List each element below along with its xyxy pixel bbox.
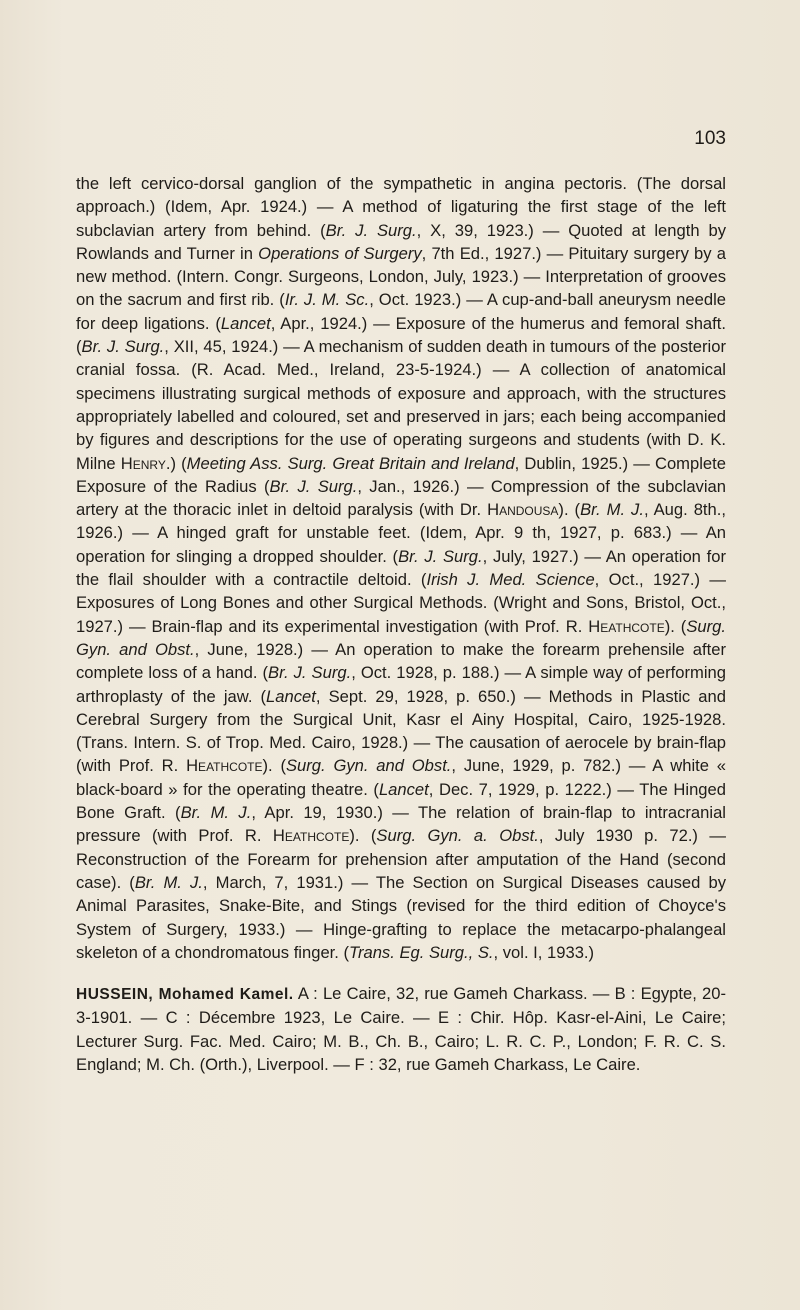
italic-citation: Meeting Ass. Surg. Great Britain and Ireland — [186, 453, 515, 473]
italic-citation: Operations of Surgery — [258, 243, 422, 263]
small-caps-name: Heathcote — [272, 826, 350, 846]
italic-citation: Lancet — [378, 779, 429, 799]
page-number: 103 — [694, 128, 726, 149]
text-segment: the left cervico-dorsal ganglion of the sympathetic in angina pectoris. (The dorsal approach.) (Idem, Apr. 1924.) — A method of ligaturing the first stage of the left subclavian artery from behind. ( — [76, 174, 726, 240]
text-segment: , June, 1928.) — An operation to make the forearm prehensile after complete loss of a hand. ( — [76, 639, 726, 683]
italic-citation: Br. M. J. — [180, 803, 252, 823]
italic-citation: Surg. Gyn. a. Obst. — [376, 826, 539, 846]
text-segment: , X, 39, 1923.) — Quoted at length by Rowlands and Turner in — [76, 220, 726, 263]
italic-citation: Br. J. Surg. — [81, 337, 165, 357]
text-segment: , June, 1929, p. 782.) — A white « black-board » for the operating theatre. ( — [76, 756, 726, 799]
text-segment: ). ( — [262, 756, 286, 776]
small-caps-name: Henry — [120, 453, 166, 473]
small-caps-name: Heathcote — [588, 616, 665, 636]
text-segment: , Apr. 19, 1930.) — The relation of brain-flap to intracranial pressure (with Prof. R. — [76, 803, 726, 846]
text-segment: , Apr., 1924.) — Exposure of the humerus and femoral shaft. ( — [76, 313, 726, 357]
italic-citation: Lancet — [220, 313, 271, 333]
italic-citation: Br. J. Surg. — [398, 546, 483, 566]
body-text — [76, 172, 726, 1076]
text-segment: .) ( — [165, 453, 187, 473]
text-segment: , Oct. 1928, p. 188.) — A simple way of performing arthroplasty of the jaw. ( — [76, 663, 726, 706]
italic-citation: Br. J. Surg. — [269, 476, 358, 496]
italic-citation: Br. J. Surg. — [325, 220, 417, 240]
entry-text: A : Le Caire, 32, rue Gameh Charkass. — B : Egypte, 20-3-1901. — C : Décembre 1923, Le Caire. — E : Chir. Hôp. Kasr-el-Aini, Le Caire; Lecturer Surg. Fac. Med. Cairo; M. B., Ch. B., Cairo; L. R. C. P., London; F. R. C. S. England; M. Ch. (Orth.), Liverpool. — F : 32, rue Gameh Charkass, Le Caire. — [76, 984, 726, 1074]
text-segment: , Aug. 8th., 1926.) — A hinged graft for unstable feet. (Idem, Apr. 9 th, 1927, p. 683.) — An operation for slinging a dropped shoulder. ( — [76, 500, 726, 566]
italic-citation: Trans. Eg. Surg., S. — [349, 942, 494, 962]
italic-citation: Surg. Gyn. and Obst. — [76, 616, 726, 659]
small-caps-name: Heathcote — [186, 756, 263, 776]
text-segment: , vol. I, 1933.) — [493, 942, 595, 962]
text-segment: ). ( — [664, 616, 687, 636]
text-segment: , Jan., 1926.) — Compression of the subclavian artery at the thoracic inlet in deltoid paralysis (with Dr. — [76, 476, 726, 520]
text-segment: , XII, 45, 1924.) — A mechanism of sudden death in tumours of the posterior cranial fossa. (R. Acad. Med., Ireland, 23-5-1924.) — A collection of anatomical specimens illustrating surgical methods of exposure and approach, with the structures appropriately labelled and coloured, set and preserved in jars; each being accompanied by figures and descriptions for the use of operating surgeons and students (with D. K. Milne — [76, 337, 726, 473]
text-segment: ). ( — [349, 826, 377, 846]
text-segment: , Oct. 1923.) — A cup-and-ball aneurysm needle for deep ligations. ( — [76, 290, 726, 333]
text-segment: , July 1930 p. 72.) — Reconstruction of the Forearm for prehension after amputation of the Hand (second case). ( — [76, 826, 726, 892]
italic-citation: Br. M. J. — [134, 872, 203, 892]
text-segment: , 7th Ed., 1927.) — Pituitary surgery by a new method. (Intern. Congr. Surgeons, London, July, 1923.) — Interpretation of grooves on the sacrum and first rib. ( — [76, 243, 726, 310]
italic-citation: Surg. Gyn. and Obst. — [285, 756, 452, 776]
italic-citation: Irish J. Med. Science — [426, 570, 595, 590]
text-segment: , Sept. 29, 1928, p. 650.) — Methods in Plastic and Cerebral Surgery from the Surgical Unit, Kasr el Ainy Hospital, Cairo, 1925-1928. (Trans. Intern. S. of Trop. Med. Cairo, 1928.) — The causation of aerocele by brain-flap (with Prof. R. — [76, 686, 726, 776]
biographical-entry — [76, 982, 726, 1076]
bibliography-paragraph — [76, 172, 726, 964]
italic-citation: Br. J. Surg. — [268, 663, 352, 683]
text-segment: ). ( — [558, 500, 581, 520]
text-segment: , Dublin, 1925.) — Complete Exposure of the Radius ( — [76, 453, 726, 496]
text-segment: , March, 7, 1931.) — The Section on Surgical Diseases caused by Animal Parasites, Snake-Bite, and Stings (revised for the third edition of Choyce's System of Surgery, 1933.) — Hinge-grafting to replace the metacarpo-phalangeal skeleton of a chondromatous finger. ( — [76, 872, 727, 962]
text-segment: , July, 1927.) — An operation for the flail shoulder with a contractile deltoid. ( — [76, 546, 726, 590]
entry-name: HUSSEIN, Mohamed Kamel. — [76, 986, 294, 1004]
text-segment: , Dec. 7, 1929, p. 1222.) — The Hinged Bone Graft. ( — [76, 779, 726, 823]
small-caps-name: Handousa — [487, 500, 559, 520]
italic-citation: Br. M. J. — [580, 500, 644, 520]
italic-citation: Lancet — [266, 686, 316, 706]
text-segment: , Oct., 1927.) — Exposures of Long Bones and other Surgical Methods. (Wright and Sons, Bristol, Oct., 1927.) — Brain-flap and its experimental investigation (with Prof. R. — [76, 570, 726, 636]
italic-citation: Ir. J. M. Sc. — [284, 290, 370, 310]
